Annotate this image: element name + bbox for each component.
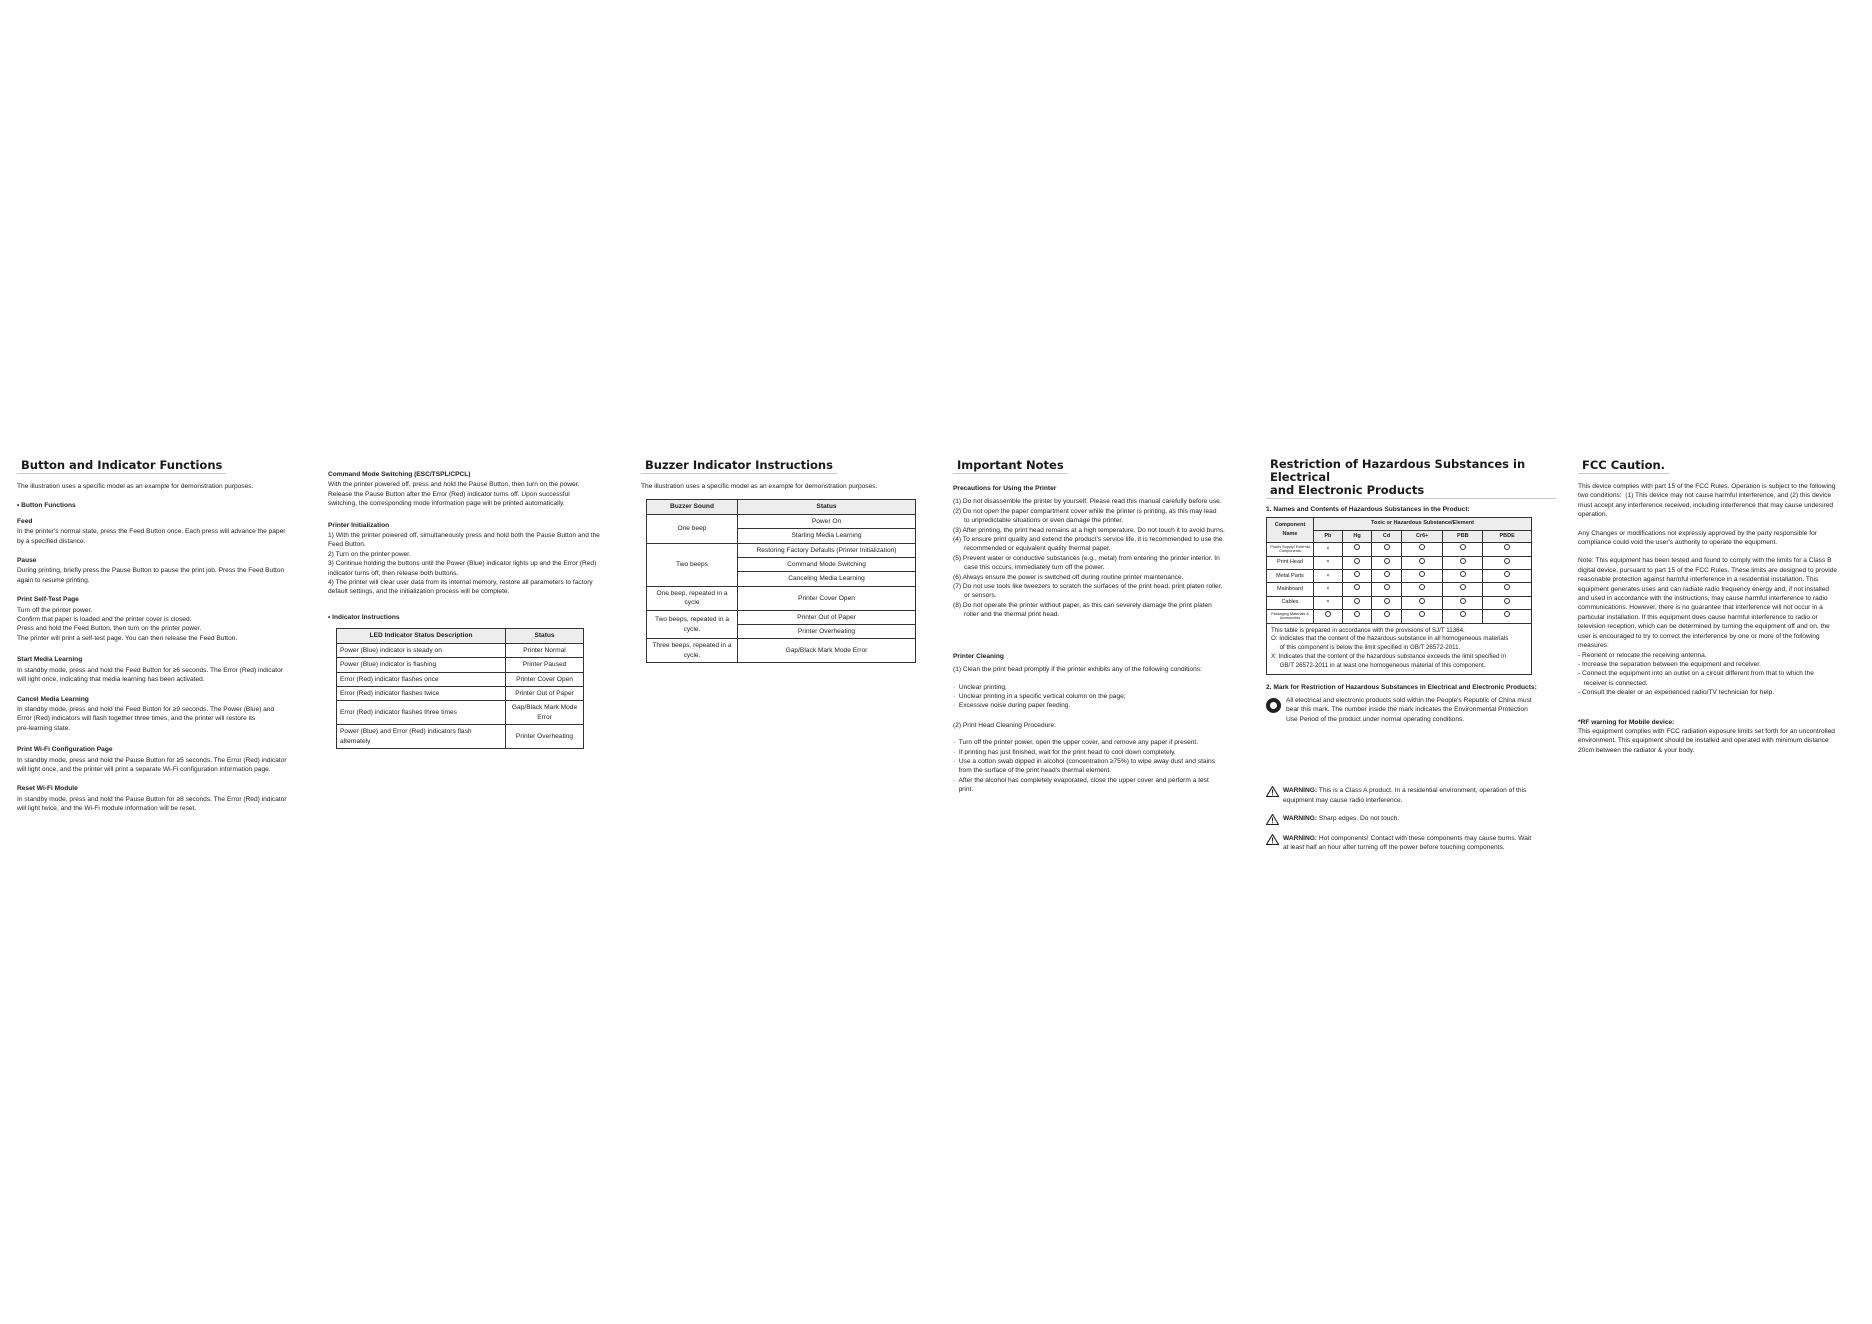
table-row bbox=[647, 586, 916, 610]
table-row bbox=[647, 543, 916, 557]
compliant-circle-icon bbox=[1419, 611, 1425, 617]
precautions-list bbox=[953, 497, 1243, 619]
compliant-circle-icon bbox=[1354, 544, 1360, 550]
substance-header: Hg bbox=[1342, 530, 1372, 542]
text-line: default settings, and the initialization process will be complete. bbox=[328, 588, 510, 596]
text-line bbox=[1283, 814, 1399, 823]
text-line: Turn off the printer power. bbox=[17, 606, 93, 614]
substance-mark bbox=[1314, 610, 1343, 623]
substance-mark bbox=[1483, 556, 1532, 569]
function-description bbox=[17, 666, 307, 685]
fcc-paragraph-3 bbox=[1578, 556, 1856, 697]
led-status: Printer Normal bbox=[506, 643, 584, 657]
substance-mark bbox=[1483, 543, 1532, 556]
column-rohs bbox=[1266, 458, 1556, 862]
command-name: Command Mode Switching (ESC/TSPL/CPCL) bbox=[328, 471, 471, 478]
substance-mark bbox=[1443, 570, 1483, 583]
text-line: GB/T 26572-2011 in at least one homogeneous material of this component. bbox=[1271, 661, 1486, 669]
buzzer-sound: Two beeps bbox=[647, 543, 738, 586]
text-line: Feed Button. bbox=[328, 541, 366, 549]
function-description bbox=[17, 566, 307, 585]
compliant-circle-icon bbox=[1384, 558, 1390, 564]
compliant-circle-icon bbox=[1419, 584, 1425, 590]
text-line: will light once, indicating that media learning has been activated. bbox=[17, 676, 205, 684]
compliant-circle-icon bbox=[1504, 598, 1510, 604]
text-line: digital device, pursuant to part 15 of the FCC Rules. These limits are designed to provide bbox=[1578, 566, 1838, 574]
text-line: bear this mark. The number inside the mark indicates the Environmental Protection bbox=[1286, 706, 1528, 714]
substance-mark bbox=[1372, 610, 1402, 623]
text-line: to unpredictable situations or even damage the printer. bbox=[953, 517, 1124, 525]
warning-line: Hot components! Contact with these components may cause burns. Wait bbox=[1318, 835, 1532, 843]
text-line: (7) Do not use tools like tweezers to scratch the surfaces of the print head, print platen roller, bbox=[953, 583, 1223, 591]
text-line: television reception, which can be determined by turning the equipment off and on, the bbox=[1578, 623, 1830, 631]
compliant-circle-icon bbox=[1384, 598, 1390, 604]
text-line: 20cm between the radiator & your body. bbox=[1578, 746, 1695, 754]
table-row bbox=[337, 725, 584, 749]
compliant-circle-icon bbox=[1354, 611, 1360, 617]
compliant-circle-icon bbox=[1419, 571, 1425, 577]
column-command-and-indicators bbox=[328, 470, 610, 749]
text-line: (4) To ensure print quality and extend the product's service life, it is recommended to use the bbox=[953, 536, 1223, 544]
text-line: - Reorient or relocate the receiving antenna. bbox=[1578, 651, 1707, 659]
table-notes bbox=[1266, 624, 1532, 675]
table-header: Component Name bbox=[1267, 518, 1314, 543]
warning-triangle-icon bbox=[1266, 834, 1279, 845]
rf-warning-text bbox=[1578, 727, 1856, 755]
cleaning-intro: (1) Clean the print head promptly if the printer exhibits any of the following conditions: bbox=[953, 666, 1202, 674]
text-line: O: Indicates that the content of the hazardous substance in all homogeneous materials bbox=[1271, 635, 1509, 643]
buzzer-sound: Three beeps, repeated in a cycle. bbox=[647, 639, 738, 663]
compliant-circle-icon bbox=[1354, 598, 1360, 604]
text-line: · Use a cotton swab dipped in alcohol (concentration ≥75%) to wipe away dust and stains bbox=[953, 757, 1216, 765]
component-name: Mainboard bbox=[1267, 583, 1314, 596]
buzzer-status: Printer Overheating bbox=[738, 625, 916, 639]
text-line: In the printer's normal state, press the Feed Button once. Each press will advance the paper bbox=[17, 528, 286, 536]
text-line: Error (Red) indicators will flash together three times, and the printer will restore its bbox=[17, 715, 256, 723]
compliant-circle-icon bbox=[1504, 611, 1510, 617]
compliant-circle-icon bbox=[1384, 544, 1390, 550]
component-name: Cables bbox=[1267, 596, 1314, 609]
compliant-circle-icon bbox=[1354, 558, 1360, 564]
compliant-circle-icon bbox=[1384, 584, 1390, 590]
buzzer-status: Printer Out of Paper bbox=[738, 610, 916, 624]
compliant-circle-icon bbox=[1325, 611, 1331, 617]
compliant-circle-icon bbox=[1419, 598, 1425, 604]
buzzer-sound: Two beeps, repeated in a cycle. bbox=[647, 610, 738, 639]
text-line: (2) Do not open the paper compartment cover while the printer is printing, as this may lead bbox=[953, 507, 1217, 515]
procedure-list bbox=[953, 738, 1243, 794]
text-line: This equipment complies with FCC radiation exposure limits set forth for an uncontrolled bbox=[1578, 727, 1835, 735]
table-header: Status bbox=[506, 629, 584, 643]
text-line: During printing, briefly press the Pause Button to pause the print job. Press the Feed Button bbox=[17, 567, 285, 575]
buzzer-status: Gap/Black Mark Mode Error bbox=[738, 639, 916, 663]
table-header: Toxic or Hazardous Substance/Element bbox=[1314, 518, 1532, 530]
compliant-circle-icon bbox=[1419, 544, 1425, 550]
led-description: Error (Red) indicator flashes twice bbox=[337, 686, 506, 700]
function-description bbox=[17, 606, 307, 644]
text-line: 3) Continue holding the buttons until the Power (Blue) indicator lights up and the Error (Red) bbox=[328, 560, 597, 568]
exceeds-mark: × bbox=[1326, 599, 1330, 606]
substance-mark bbox=[1401, 556, 1443, 569]
warning-text bbox=[1283, 814, 1399, 823]
text-line: · Turn off the printer power, open the upper cover, and remove any paper if present. bbox=[953, 739, 1199, 747]
table-row bbox=[647, 610, 916, 624]
table-row bbox=[1267, 543, 1532, 556]
warning-item bbox=[1266, 814, 1556, 825]
buzzer-status: Restoring Factory Defaults (Printer Initialization) bbox=[738, 543, 916, 557]
function-name: Pause bbox=[17, 557, 37, 565]
substance-mark bbox=[1342, 556, 1372, 569]
compliant-circle-icon bbox=[1460, 598, 1466, 604]
text-line: receiver is connected. bbox=[1578, 679, 1648, 687]
text-line: 1) With the printer powered off, simultaneously press and hold both the Pause Button and the bbox=[328, 532, 600, 540]
text-line: - Increase the separation between the equipment and receiver. bbox=[1578, 660, 1761, 668]
text-line: (6) Always ensure the power is switched off during routine printer maintenance. bbox=[953, 573, 1184, 581]
substance-mark bbox=[1401, 543, 1443, 556]
text-line: · Unclear printing; bbox=[953, 683, 1007, 691]
warning-item bbox=[1266, 834, 1556, 853]
compliant-circle-icon bbox=[1504, 558, 1510, 564]
column-button-functions bbox=[17, 458, 307, 814]
environmental-use-period-icon bbox=[1266, 698, 1281, 713]
compliant-circle-icon bbox=[1504, 544, 1510, 550]
table-row bbox=[337, 686, 584, 700]
component-name: Packaging Materials & Accessories bbox=[1267, 610, 1314, 623]
text-line: This device complies with part 15 of the FCC Rules. Operation is subject to the following bbox=[1578, 483, 1836, 490]
compliant-circle-icon bbox=[1419, 558, 1425, 564]
component-name: Power Supply/ External Components bbox=[1267, 543, 1314, 556]
text-line: In standby mode, press and hold the Feed Button for ≥9 seconds. The Power (Blue) and bbox=[17, 705, 275, 713]
warning-triangle-icon bbox=[1266, 814, 1279, 825]
table-header: Status bbox=[738, 500, 916, 514]
led-description: Power (Blue) indicator is flashing bbox=[337, 658, 506, 672]
substance-header: PBB bbox=[1443, 530, 1483, 542]
hazardous-substance-table bbox=[1266, 517, 1532, 623]
exceeds-mark: × bbox=[1326, 585, 1330, 592]
compliant-circle-icon bbox=[1384, 571, 1390, 577]
led-indicator-table bbox=[336, 628, 584, 749]
table-header: Buzzer Sound bbox=[647, 500, 738, 514]
substance-mark bbox=[1443, 543, 1483, 556]
text-line: Use Period of the product under normal operating conditions. bbox=[1286, 715, 1465, 723]
command-description bbox=[328, 531, 610, 597]
text-line: Confirm that paper is loaded and the printer cover is closed. bbox=[17, 616, 192, 624]
substance-mark bbox=[1342, 570, 1372, 583]
text-line: Press and hold the Feed Button, then turn on the printer power. bbox=[17, 625, 202, 633]
compliant-circle-icon bbox=[1460, 558, 1466, 564]
buzzer-sound: One beep bbox=[647, 514, 738, 543]
text-line: print. bbox=[953, 786, 974, 794]
buzzer-status: Starting Media Learning bbox=[738, 529, 916, 543]
warning-label: WARNING: bbox=[1283, 835, 1318, 843]
title-line-2: and Electronic Products bbox=[1270, 483, 1425, 497]
table-row bbox=[337, 658, 584, 672]
text-line: (3) After printing, the print head remains at a high temperature. Do not touch it to avoid burns. bbox=[953, 526, 1225, 534]
function-description bbox=[17, 795, 307, 814]
text-line: pre-learning state. bbox=[17, 724, 71, 732]
component-name: Metal Parts bbox=[1267, 570, 1314, 583]
text-line bbox=[1283, 843, 1531, 852]
text-line: In standby mode, press and hold the Feed Button for ≥6 seconds. The Error (Red) indicator bbox=[17, 666, 283, 674]
section-title: Button and Indicator Functions bbox=[17, 458, 226, 474]
buzzer-status: Printer Cover Open bbox=[738, 586, 916, 610]
rf-warning-title: *RF warning for Mobile device: bbox=[1578, 718, 1675, 726]
table-row bbox=[1267, 596, 1532, 609]
section-title: FCC Caution. bbox=[1578, 458, 1669, 474]
exceeds-mark: × bbox=[1326, 559, 1330, 566]
warning-line: equipment may cause radio interference. bbox=[1283, 796, 1403, 804]
substance-mark bbox=[1314, 556, 1343, 569]
precautions-title: Precautions for Using the Printer bbox=[953, 485, 1057, 492]
text-line: In standby mode, press and hold the Pause Button for ≥8 seconds. The Error (Red) indicator bbox=[17, 795, 287, 803]
text-line: again to resume printing. bbox=[17, 576, 90, 584]
text-line: reasonable protection against harmful interference in a residential installation. This bbox=[1578, 576, 1819, 584]
column-important-notes bbox=[953, 458, 1243, 795]
subsection-label: • Indicator Instructions bbox=[328, 613, 400, 621]
text-line: from the surface of the print head's thermal element. bbox=[953, 767, 1112, 775]
rohs-sub-2: 2. Mark for Restriction of Hazardous Substances in Electrical and Electronic Products: bbox=[1266, 683, 1537, 691]
led-description: Power (Blue) and Error (Red) indicators flash alternately bbox=[337, 725, 506, 749]
text-line: indicator turns off, then release both buttons. bbox=[328, 569, 459, 577]
compliant-circle-icon bbox=[1384, 611, 1390, 617]
substance-mark bbox=[1401, 596, 1443, 609]
text-line: In standby mode, press and hold the Pause Button for ≥5 seconds. The Error (Red) indicator bbox=[17, 756, 287, 764]
text-line: by a specified distance. bbox=[17, 537, 86, 545]
function-name: Start Media Learning bbox=[17, 656, 83, 664]
substance-mark bbox=[1342, 596, 1372, 609]
fcc-paragraph-2 bbox=[1578, 529, 1856, 548]
text-line: - Connect the equipment into an outlet on a circuit different from that to which the bbox=[1578, 670, 1814, 678]
rohs-sub-1: 1. Names and Contents of Hazardous Substances in the Product: bbox=[1266, 506, 1470, 513]
substance-mark bbox=[1483, 583, 1532, 596]
substance-mark bbox=[1314, 583, 1343, 596]
substance-mark bbox=[1483, 570, 1532, 583]
table-row bbox=[1267, 570, 1532, 583]
title-line-1: Restriction of Hazardous Substances in Electrical bbox=[1270, 457, 1526, 484]
function-name: Print Self-Test Page bbox=[17, 596, 79, 604]
warning-line: Sharp edges. Do not touch. bbox=[1318, 815, 1400, 823]
compliant-circle-icon bbox=[1504, 571, 1510, 577]
text-line: roller and the thermal print head. bbox=[953, 611, 1060, 619]
led-status: Printer Out of Paper bbox=[506, 686, 584, 700]
text-line: All electrical and electronic products sold within the People's Republic of China must bbox=[1286, 697, 1532, 705]
compliant-circle-icon bbox=[1354, 584, 1360, 590]
text-line: Any Changes or modifications not expressly approved by the party responsible for bbox=[1578, 529, 1817, 537]
text-line: or sensors. bbox=[953, 592, 997, 600]
text-line bbox=[1283, 834, 1531, 843]
text-line: particular installation. If this equipment does cause harmful interference to radio or bbox=[1578, 613, 1818, 621]
buzzer-status: Power On bbox=[738, 514, 916, 528]
led-description: Power (Blue) indicator is steady on bbox=[337, 643, 506, 657]
warning-line: This is a Class A product. In a residential environment, operation of this bbox=[1318, 787, 1527, 795]
section-title: Buzzer Indicator Instructions bbox=[641, 458, 837, 474]
exceeds-mark: × bbox=[1326, 545, 1330, 552]
compliant-circle-icon bbox=[1504, 584, 1510, 590]
subsection-label: • Button Functions bbox=[17, 502, 76, 510]
fcc-paragraph-1 bbox=[1578, 482, 1856, 520]
text-line: operation. bbox=[1578, 511, 1608, 519]
compliant-circle-icon bbox=[1354, 571, 1360, 577]
rohs-mark-row bbox=[1266, 696, 1556, 724]
text-line: environment. This equipment should be installed and operated with minimum distance bbox=[1578, 737, 1829, 745]
warning-triangle-icon bbox=[1266, 786, 1279, 797]
table-row bbox=[1267, 610, 1532, 623]
intro-text: The illustration uses a specific model as an example for demonstration purposes. bbox=[17, 483, 254, 490]
text-line: · After the alcohol has completely evaporated, close the upper cover and perform a test bbox=[953, 776, 1209, 784]
compliant-circle-icon bbox=[1460, 584, 1466, 590]
substance-mark bbox=[1342, 543, 1372, 556]
substance-header: Cr6+ bbox=[1401, 530, 1443, 542]
led-status: Gap/Black Mark Mode Error bbox=[506, 701, 584, 725]
text-line: communications. However, there is no guarantee that interference will not occur in a bbox=[1578, 604, 1823, 612]
substance-mark bbox=[1314, 543, 1343, 556]
warning-label: WARNING: bbox=[1283, 815, 1318, 823]
led-status: Printer Cover Open bbox=[506, 672, 584, 686]
substance-mark bbox=[1401, 570, 1443, 583]
section-title: Important Notes bbox=[953, 458, 1068, 474]
substance-header: PBDE bbox=[1483, 530, 1532, 542]
substance-mark bbox=[1443, 610, 1483, 623]
warning-line: at least half an hour after turning off the power before touching components. bbox=[1283, 844, 1505, 852]
text-line bbox=[1283, 786, 1526, 795]
text-line: · Excessive noise during paper feeding. bbox=[953, 702, 1071, 710]
text-line: X: Indicates that the content of the hazardous substance exceeds the limit specified in bbox=[1271, 653, 1506, 661]
text-line bbox=[1283, 796, 1526, 805]
buzzer-sound: One beep, repeated in a cycle bbox=[647, 586, 738, 610]
substance-mark bbox=[1372, 570, 1402, 583]
warning-item bbox=[1266, 786, 1556, 805]
buzzer-status: Canceling Media Learning bbox=[738, 572, 916, 586]
text-line: will light once, and the printer will print a separate Wi-Fi configuration information page. bbox=[17, 765, 271, 773]
intro-text: The illustration uses a specific model as an example for demonstration purposes. bbox=[641, 483, 878, 490]
text-line: must accept any interference received, including interference that may cause undesired bbox=[1578, 501, 1834, 509]
table-row bbox=[647, 639, 916, 663]
substance-header: Pb bbox=[1314, 530, 1343, 542]
warning-text bbox=[1283, 834, 1531, 853]
substance-mark bbox=[1443, 583, 1483, 596]
text-line: With the printer powered off, press and hold the Pause Button, then turn on the power. bbox=[328, 481, 580, 489]
text-line: measures: bbox=[1578, 642, 1609, 650]
table-row bbox=[337, 643, 584, 657]
table-row bbox=[1267, 556, 1532, 569]
buzzer-table bbox=[646, 499, 916, 663]
text-line: Release the Pause Button after the Error (Red) indicator turns off. Upon successful bbox=[328, 490, 570, 498]
warning-list bbox=[1266, 786, 1556, 853]
cleaning-title: Printer Cleaning bbox=[953, 652, 1004, 660]
led-description: Error (Red) indicator flashes once bbox=[337, 672, 506, 686]
text-line: 4) The printer will clear user data from its internal memory, restore all parameters to factory bbox=[328, 579, 593, 587]
substance-mark bbox=[1483, 610, 1532, 623]
function-name: Print Wi-Fi Configuration Page bbox=[17, 746, 113, 754]
text-line: and used in accordance with the instructions, may cause harmful interference to radio bbox=[1578, 595, 1828, 603]
buzzer-status: Command Mode Switching bbox=[738, 558, 916, 572]
text-line: Note: This equipment has been tested and found to comply with the limits for a Class B bbox=[1578, 557, 1832, 565]
text-line: equipment generates uses and can radiate radio frequency energy and, if not installed bbox=[1578, 585, 1830, 593]
rohs-mark-text bbox=[1286, 696, 1532, 724]
led-description: Error (Red) indicator flashes three times bbox=[337, 701, 506, 725]
column-fcc bbox=[1578, 458, 1856, 755]
compliant-circle-icon bbox=[1460, 611, 1466, 617]
table-header: LED Indicator Status Description bbox=[337, 629, 506, 643]
function-description bbox=[17, 527, 307, 546]
text-line: recommended or equivalent quality thermal paper. bbox=[953, 545, 1111, 553]
text-line: case this occurs, immediately turn off the power. bbox=[953, 564, 1105, 572]
substance-mark bbox=[1372, 583, 1402, 596]
function-description bbox=[17, 756, 307, 775]
column-buzzer bbox=[641, 458, 931, 663]
command-description bbox=[328, 480, 610, 508]
led-status: Printer Overheating bbox=[506, 725, 584, 749]
text-line: (1) Do not disassemble the printer by yourself. Please read this manual carefully before use. bbox=[953, 498, 1222, 506]
button-function-list bbox=[17, 517, 307, 814]
substance-mark bbox=[1372, 596, 1402, 609]
substance-header: Cd bbox=[1372, 530, 1402, 542]
led-status: Printer Paused bbox=[506, 658, 584, 672]
text-line: This table is prepared in accordance with the provisions of SJ/T 11364. bbox=[1271, 626, 1465, 634]
command-list bbox=[328, 470, 610, 597]
substance-mark bbox=[1372, 556, 1402, 569]
table-row bbox=[647, 514, 916, 528]
conditions-list bbox=[953, 683, 1243, 711]
text-line: The printer will print a self-test page. You can then release the Feed Button. bbox=[17, 634, 238, 642]
function-name: Feed bbox=[17, 517, 33, 525]
procedure-title: (2) Print Head Cleaning Procedure: bbox=[953, 721, 1056, 729]
function-name: Cancel Media Learning bbox=[17, 695, 89, 703]
substance-mark bbox=[1342, 583, 1372, 596]
warning-label: WARNING: bbox=[1283, 787, 1318, 795]
text-line: - Consult the dealer or an experienced radio/TV technician for help. bbox=[1578, 689, 1775, 697]
substance-mark bbox=[1314, 596, 1343, 609]
function-name: Reset Wi-Fi Module bbox=[17, 785, 78, 793]
substance-mark bbox=[1443, 596, 1483, 609]
substance-mark bbox=[1342, 610, 1372, 623]
text-line: · If printing has just finished, wait for the print head to cool down completely. bbox=[953, 748, 1176, 756]
substance-mark bbox=[1483, 596, 1532, 609]
exceeds-mark: × bbox=[1326, 572, 1330, 579]
table-row bbox=[337, 672, 584, 686]
substance-mark bbox=[1401, 610, 1443, 623]
text-line: two conditions: (1) This device may not cause harmful interference, and (2) this device bbox=[1578, 492, 1832, 500]
text-line: will light twice, and the Wi-Fi module information will be reset. bbox=[17, 805, 197, 813]
component-name: Print Head bbox=[1267, 556, 1314, 569]
text-line: 2) Turn on the printer power. bbox=[328, 550, 411, 558]
text-line: · Unclear printing in a specific vertical column on the page; bbox=[953, 692, 1126, 700]
compliant-circle-icon bbox=[1460, 571, 1466, 577]
warning-text bbox=[1283, 786, 1526, 805]
text-line: of this component is below the limit specified in GB/T 26572-2011. bbox=[1271, 644, 1461, 652]
substance-mark bbox=[1443, 556, 1483, 569]
text-line: compliance could void the user's authority to operate the equipment. bbox=[1578, 539, 1778, 547]
function-description bbox=[17, 705, 307, 733]
text-line: switching, the corresponding mode information page will be printed automatically. bbox=[328, 500, 565, 508]
table-row bbox=[337, 701, 584, 725]
compliant-circle-icon bbox=[1460, 544, 1466, 550]
section-title bbox=[1266, 458, 1556, 499]
command-name: Printer Initialization bbox=[328, 521, 390, 529]
text-line: user is encouraged to try to correct the interference by one or more of the following bbox=[1578, 632, 1820, 640]
text-line: (5) Prevent water or conductive substances (e.g., metal) from entering the printer interior. In bbox=[953, 554, 1220, 562]
substance-mark bbox=[1314, 570, 1343, 583]
text-line: (8) Do not operate the printer without paper, as this can severely damage the print platen bbox=[953, 601, 1212, 609]
table-row bbox=[1267, 583, 1532, 596]
substance-mark bbox=[1372, 543, 1402, 556]
substance-mark bbox=[1401, 583, 1443, 596]
